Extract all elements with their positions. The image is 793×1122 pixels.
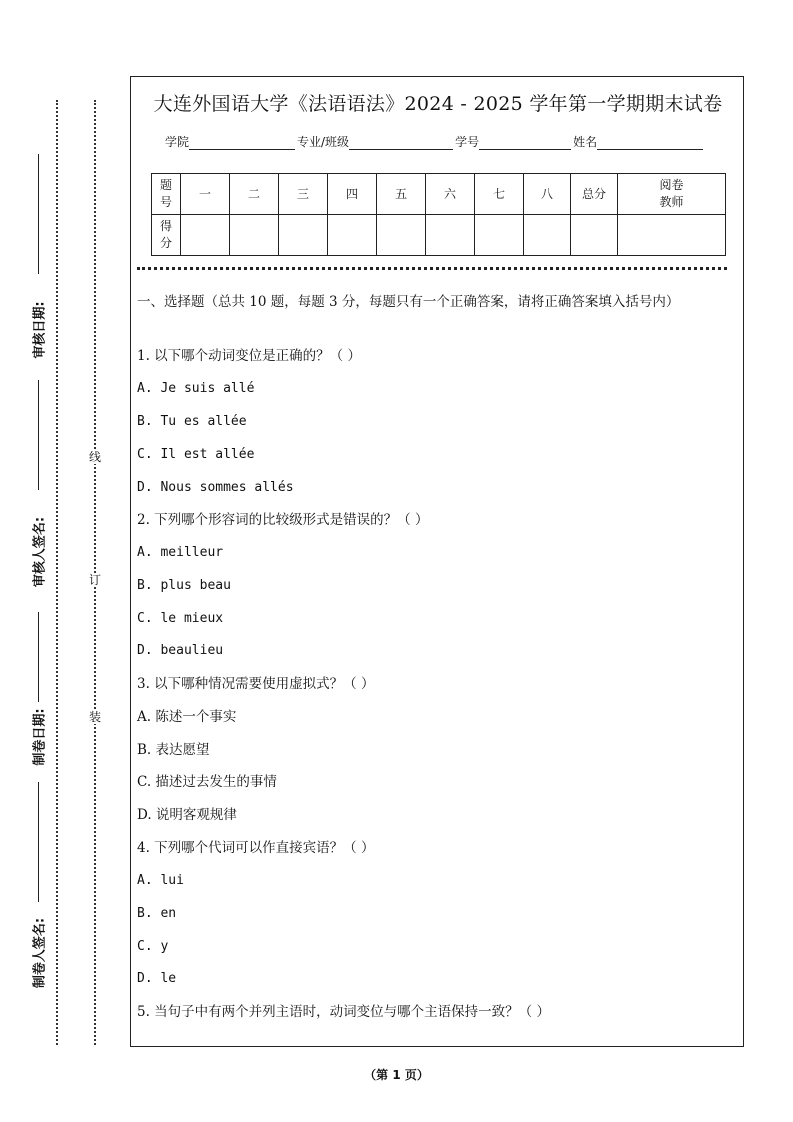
student-id-label: 学号 (455, 135, 480, 149)
option-line: C. 描述过去发生的事情 (137, 774, 277, 790)
option-line: B. Tu es allée (137, 414, 247, 429)
dotted-separator (137, 267, 727, 270)
score-cell[interactable] (181, 215, 230, 256)
question-line: 1. 以下哪个动词变位是正确的？（ ） (137, 348, 361, 364)
student-id-blank[interactable] (479, 137, 571, 150)
question-line: 3. 以下哪种情况需要使用虚拟式？（ ） (137, 676, 375, 692)
score-cell[interactable] (328, 215, 377, 256)
binding-char-line: 线 (88, 450, 101, 464)
name-blank[interactable] (597, 137, 703, 150)
option-line: B. 表达愿望 (137, 742, 210, 758)
option-line: C. y (137, 939, 169, 954)
option-line: C. le mieux (137, 611, 224, 626)
page-number: （第 1 页） (364, 1068, 429, 1082)
binding-char-ding: 订 (88, 573, 101, 587)
major-blank[interactable] (349, 137, 453, 150)
question-line: 2. 下列哪个形容词的比较级形式是错误的？（ ） (137, 512, 429, 528)
header-cell: 八 (524, 174, 571, 215)
option-line: A. lui (137, 873, 184, 888)
header-cell: 七 (475, 174, 524, 215)
option-line: C. Il est allée (137, 447, 255, 462)
header-cell: 四 (328, 174, 377, 215)
make-date-line (38, 612, 39, 702)
header-cell: 二 (230, 174, 279, 215)
binding-dotted-line-left (56, 100, 58, 1045)
header-cell: 五 (377, 174, 426, 215)
score-cell[interactable] (230, 215, 279, 256)
review-date-line (38, 154, 39, 274)
score-table (151, 173, 726, 256)
question-line: 4. 下列哪个代词可以作直接宾语？（ ） (137, 840, 375, 856)
header-cell: 总分 (571, 174, 618, 215)
score-cell[interactable] (475, 215, 524, 256)
header-cell: 六 (426, 174, 475, 215)
reviewer-cell[interactable] (618, 215, 726, 256)
score-cell[interactable] (279, 215, 328, 256)
score-cell[interactable] (377, 215, 426, 256)
name-label: 姓名 (573, 135, 598, 149)
option-line: B. plus beau (137, 578, 231, 593)
option-line: D. 说明客观规律 (137, 807, 237, 823)
score-cell[interactable] (426, 215, 475, 256)
header-cell: 一 (181, 174, 230, 215)
question-line: 5. 当句子中有两个并列主语时，动词变位与哪个主语保持一致？（ ） (137, 1004, 550, 1020)
option-line: D. beaulieu (137, 643, 224, 658)
section1-title: 一、选择题（总共 10 题，每题 3 分，每题只有一个正确答案，请将正确答案填入括号内） (137, 294, 680, 310)
option-line: A. meilleur (137, 545, 224, 560)
binding-char-zhuang: 装 (88, 710, 101, 724)
header-cell: 三 (279, 174, 328, 215)
college-blank[interactable] (189, 137, 295, 150)
header-row-label: 题 号 (152, 174, 181, 215)
maker-sign-line (38, 782, 39, 902)
major-label: 专业/班级 (297, 135, 350, 149)
option-line: A. Je suis allé (137, 381, 255, 396)
score-table-header-row (152, 174, 726, 215)
exam-frame (130, 76, 744, 1047)
score-row-label: 得 分 (152, 215, 181, 256)
option-line: D. le (137, 971, 177, 986)
student-info-row (165, 133, 705, 150)
reviewer-sign-line (38, 380, 39, 490)
exam-title: 大连外国语大学《法语语法》2024 - 2025 学年第一学期期末试卷 (153, 93, 723, 115)
option-line: A. 陈述一个事实 (137, 709, 237, 725)
option-line: B. en (137, 906, 177, 921)
college-label: 学院 (165, 135, 190, 149)
reviewer-header-cell: 阅卷 教师 (618, 174, 726, 215)
score-cell[interactable] (524, 215, 571, 256)
score-cell[interactable] (571, 215, 618, 256)
score-table-score-row (152, 215, 726, 256)
option-line: D. Nous sommes allés (137, 480, 294, 495)
